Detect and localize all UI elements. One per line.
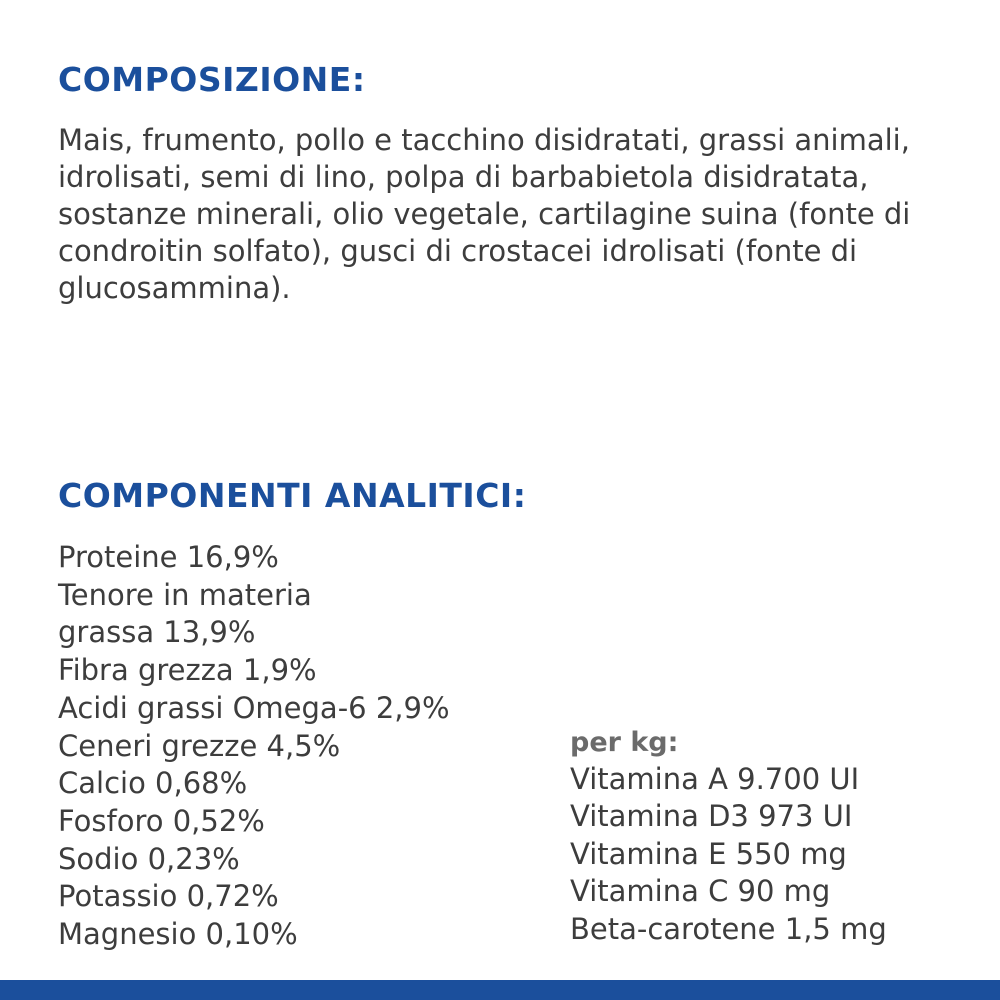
list-item: Potassio 0,72% xyxy=(58,879,279,914)
per-kg-block xyxy=(570,724,990,948)
vitamin-list xyxy=(570,761,990,948)
analytical-components-heading: COMPONENTI ANALITICI: xyxy=(58,476,527,515)
list-item: Vitamina E 550 mg xyxy=(570,836,847,871)
per-kg-label: per kg: xyxy=(570,727,679,758)
bottom-accent-bar xyxy=(0,980,1000,1000)
composition-heading: COMPOSIZIONE: xyxy=(58,60,366,99)
analytical-components-list xyxy=(58,539,450,954)
list-item: Tenore in materia xyxy=(58,577,312,612)
list-item: Calcio 0,68% xyxy=(58,766,248,801)
list-item: Vitamina C 90 mg xyxy=(570,874,831,909)
composition-text: Mais, frumento, pollo e tacchino disidratati, grassi animali, idrolisati, semi di lino, polpa di barbabietola disidratata, sostanze minerali, olio vegetale, cartilagine suina (fonte di condroitin solfato), gusci di crostacei idrolisati (fonte di glucosammina). xyxy=(58,123,911,305)
list-item: Proteine 16,9% xyxy=(58,540,279,574)
list-item: Vitamina A 9.700 UI xyxy=(570,762,860,796)
list-item: Magnesio 0,10% xyxy=(58,917,298,952)
list-item: Ceneri grezze 4,5% xyxy=(58,728,341,763)
list-item: grassa 13,9% xyxy=(58,615,256,650)
list-item: Fosforo 0,52% xyxy=(58,803,265,838)
list-item: Sodio 0,23% xyxy=(58,841,240,876)
list-item: Acidi grassi Omega-6 2,9% xyxy=(58,690,450,725)
list-item: Beta-carotene 1,5 mg xyxy=(570,911,887,946)
list-item: Vitamina D3 973 UI xyxy=(570,799,853,834)
list-item: Fibra grezza 1,9% xyxy=(58,653,317,688)
